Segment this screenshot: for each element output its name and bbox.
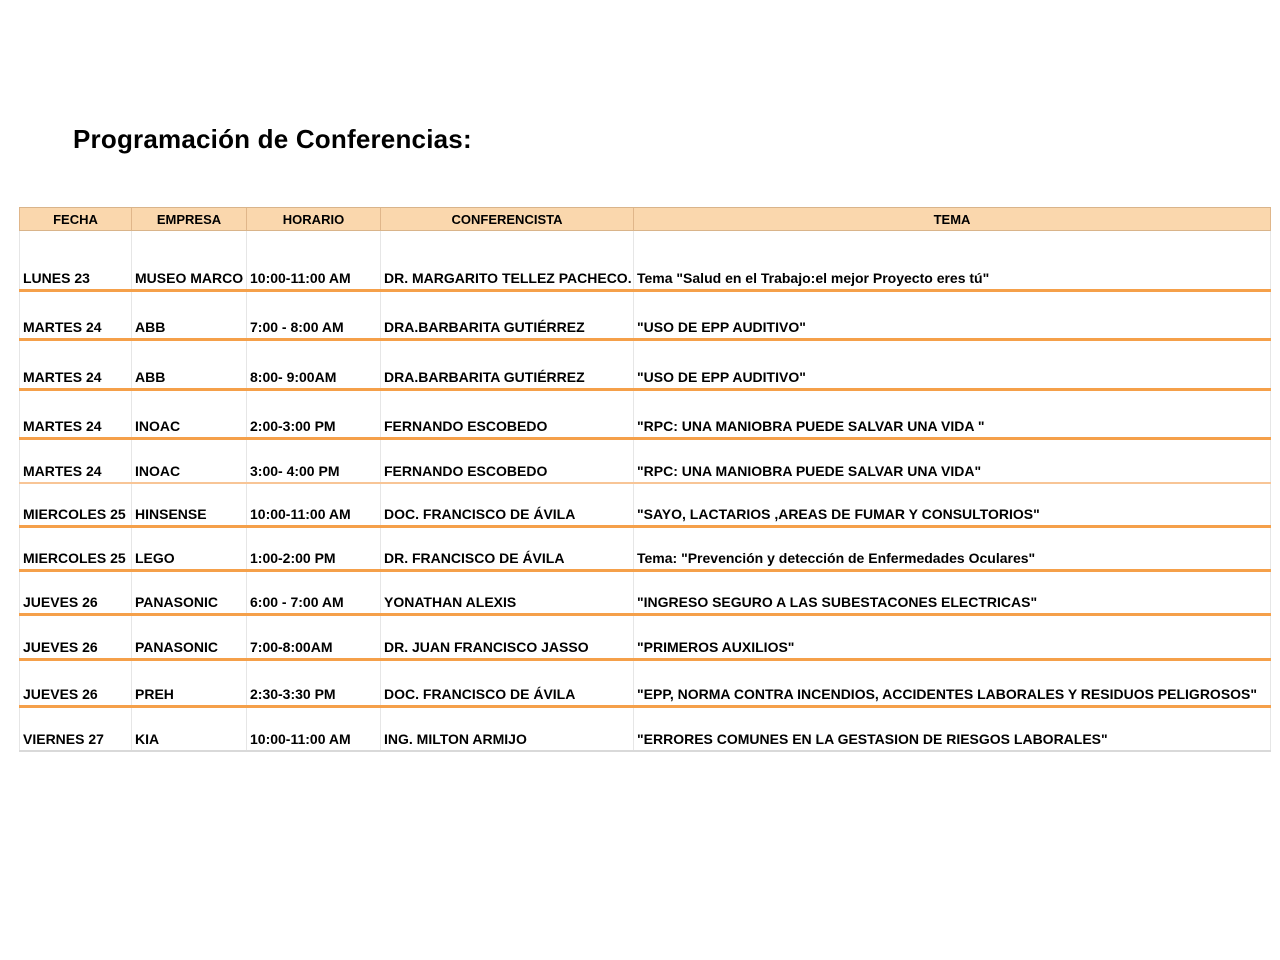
cell-empresa: HINSENSE (132, 484, 247, 525)
header-conferencista: CONFERENCISTA (381, 208, 634, 230)
cell-horario: 10:00-11:00 AM (247, 231, 381, 289)
cell-horario: 2:30-3:30 PM (247, 661, 381, 705)
cell-fecha: LUNES 23 (19, 231, 132, 289)
cell-tema: "RPC: UNA MANIOBRA PUEDE SALVAR UNA VIDA " (634, 391, 1271, 437)
cell-conferencista: DR. MARGARITO TELLEZ PACHECO. (381, 231, 634, 289)
cell-tema: "INGRESO SEGURO A LAS SUBESTACONES ELECTRICAS" (634, 572, 1271, 613)
table-row (19, 616, 1271, 661)
cell-empresa: ABB (132, 292, 247, 338)
header-empresa: EMPRESA (132, 208, 247, 230)
cell-empresa: KIA (132, 708, 247, 750)
cell-conferencista: DOC. FRANCISCO DE ÁVILA (381, 661, 634, 705)
table-row (19, 391, 1271, 440)
table-row (19, 528, 1271, 572)
cell-tema: "EPP, NORMA CONTRA INCENDIOS, ACCIDENTES LABORALES Y RESIDUOS PELIGROSOS" (634, 661, 1271, 705)
table-row (19, 708, 1271, 752)
table-row (19, 292, 1271, 341)
cell-fecha: MARTES 24 (19, 440, 132, 482)
cell-tema: "ERRORES COMUNES EN LA GESTASION DE RIESGOS LABORALES" (634, 708, 1271, 750)
cell-conferencista: DOC. FRANCISCO DE ÁVILA (381, 484, 634, 525)
cell-fecha: MARTES 24 (19, 391, 132, 437)
cell-conferencista: DRA.BARBARITA GUTIÉRREZ (381, 292, 634, 338)
table-header-row (19, 207, 1271, 231)
cell-conferencista: ING. MILTON ARMIJO (381, 708, 634, 750)
cell-horario: 1:00-2:00 PM (247, 528, 381, 569)
cell-empresa: MUSEO MARCO (132, 231, 247, 289)
cell-tema: "USO DE EPP AUDITIVO" (634, 341, 1271, 388)
table-row (19, 484, 1271, 528)
cell-conferencista: YONATHAN ALEXIS (381, 572, 634, 613)
cell-fecha: JUEVES 26 (19, 572, 132, 613)
conference-schedule-table (19, 207, 1271, 752)
cell-horario: 8:00- 9:00AM (247, 341, 381, 388)
cell-empresa: PREH (132, 661, 247, 705)
cell-empresa: LEGO (132, 528, 247, 569)
cell-conferencista: DRA.BARBARITA GUTIÉRREZ (381, 341, 634, 388)
header-tema: TEMA (634, 208, 1271, 230)
cell-fecha: MIERCOLES 25 (19, 484, 132, 525)
cell-empresa: INOAC (132, 440, 247, 482)
table-row (19, 440, 1271, 484)
cell-fecha: MIERCOLES 25 (19, 528, 132, 569)
cell-tema: "SAYO, LACTARIOS ,AREAS DE FUMAR Y CONSULTORIOS" (634, 484, 1271, 525)
page-title: Programación de Conferencias: (73, 124, 472, 154)
cell-conferencista: DR. FRANCISCO DE ÁVILA (381, 528, 634, 569)
cell-tema: "USO DE EPP AUDITIVO" (634, 292, 1271, 338)
cell-horario: 10:00-11:00 AM (247, 708, 381, 750)
header-fecha: FECHA (19, 208, 132, 230)
cell-fecha: VIERNES 27 (19, 708, 132, 750)
cell-horario: 3:00- 4:00 PM (247, 440, 381, 482)
cell-fecha: JUEVES 26 (19, 616, 132, 658)
cell-tema: "RPC: UNA MANIOBRA PUEDE SALVAR UNA VIDA" (634, 440, 1271, 482)
cell-horario: 6:00 - 7:00 AM (247, 572, 381, 613)
cell-horario: 7:00 - 8:00 AM (247, 292, 381, 338)
table-row (19, 231, 1271, 292)
header-horario: HORARIO (247, 208, 381, 230)
cell-fecha: MARTES 24 (19, 292, 132, 338)
cell-conferencista: FERNANDO ESCOBEDO (381, 440, 634, 482)
cell-tema: "PRIMEROS AUXILIOS" (634, 616, 1271, 658)
cell-horario: 7:00-8:00AM (247, 616, 381, 658)
cell-horario: 10:00-11:00 AM (247, 484, 381, 525)
cell-empresa: PANASONIC (132, 616, 247, 658)
table-row (19, 572, 1271, 616)
table-row (19, 341, 1271, 391)
table-row (19, 661, 1271, 708)
cell-conferencista: FERNANDO ESCOBEDO (381, 391, 634, 437)
cell-fecha: JUEVES 26 (19, 661, 132, 705)
cell-conferencista: DR. JUAN FRANCISCO JASSO (381, 616, 634, 658)
cell-empresa: INOAC (132, 391, 247, 437)
cell-horario: 2:00-3:00 PM (247, 391, 381, 437)
cell-fecha: MARTES 24 (19, 341, 132, 388)
cell-empresa: PANASONIC (132, 572, 247, 613)
cell-tema: Tema "Salud en el Trabajo:el mejor Proyecto eres tú" (634, 231, 1271, 289)
cell-tema: Tema: "Prevención y detección de Enfermedades Oculares" (634, 528, 1271, 569)
table-body (19, 231, 1271, 752)
cell-empresa: ABB (132, 341, 247, 388)
